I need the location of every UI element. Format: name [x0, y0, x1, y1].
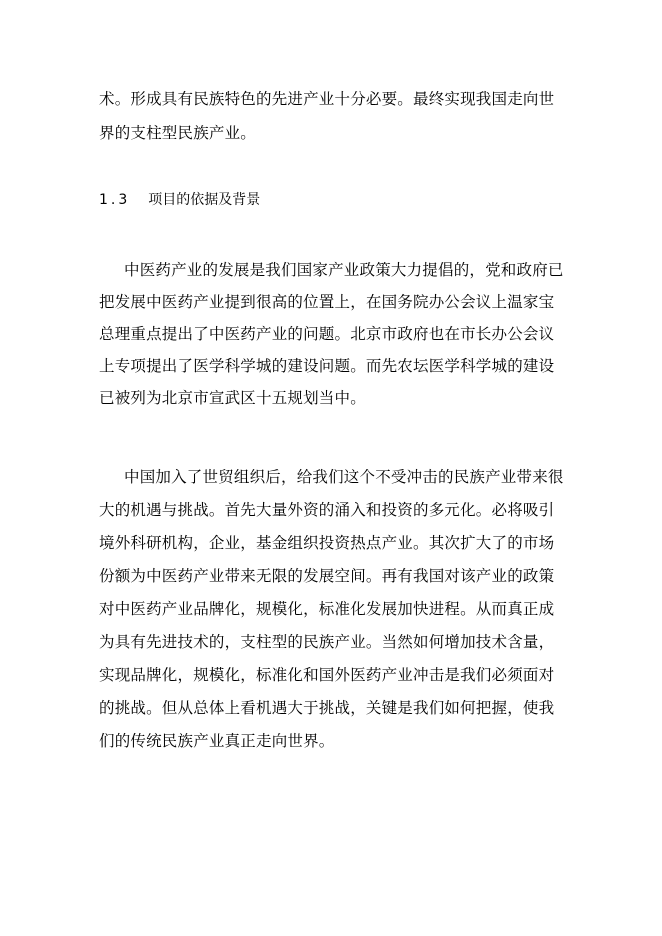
paragraph-1-line-3: 总理重点提出了中医药产业的问题。北京市政府也在市长办公会议	[99, 325, 555, 343]
paragraph-2-line-7: 实现品牌化，规模化，标准化和国外医药产业冲击是我们必须面对	[99, 666, 555, 684]
paragraph-2-line-3: 境外科研机构，企业，基金组织投资热点产业。其次扩大了的市场	[99, 534, 555, 552]
paragraph-2-line-4: 份额为中医药产业带来无限的发展空间。再有我国对该产业的政策	[99, 567, 555, 585]
paragraph-2-line-5: 对中医药产业品牌化，规模化，标准化发展加快进程。从而真正成	[99, 600, 555, 618]
section-title: 项目的依据及背景	[148, 192, 261, 208]
paragraph-1-line-2: 把发展中医药产业提到很高的位置上，在国务院办公会议上温家宝	[99, 293, 555, 311]
paragraph-2-line-2: 大的机遇与挑战。首先大量外资的涌入和投资的多元化。必将吸引	[99, 501, 555, 519]
paragraph-1-line-4: 上专项提出了医学科学城的建设问题。而先农坛医学科学城的建设	[99, 357, 555, 375]
intro-line-1: 术。形成具有民族特色的先进产业十分必要。最终实现我国走向世	[99, 90, 555, 108]
paragraph-1-line-5: 已被列为北京市宣武区十五规划当中。	[99, 389, 366, 407]
paragraph-1-line-1: 中医药产业的发展是我们国家产业政策大力提倡的，党和政府已	[124, 261, 564, 279]
intro-line-2: 界的支柱型民族产业。	[99, 124, 257, 142]
paragraph-2-line-1: 中国加入了世贸组织后，给我们这个不受冲击的民族产业带来很	[124, 468, 564, 486]
paragraph-2-line-6: 为具有先进技术的，支柱型的民族产业。当然如何增加技术含量，	[99, 633, 555, 651]
paragraph-2-line-8: 的挑战。但从总体上看机遇大于挑战，关键是我们如何把握，使我	[99, 699, 555, 717]
section-heading	[99, 190, 260, 210]
section-number: 1.3	[99, 192, 131, 208]
paragraph-2-line-9: 们的传统民族产业真正走向世界。	[99, 732, 335, 750]
